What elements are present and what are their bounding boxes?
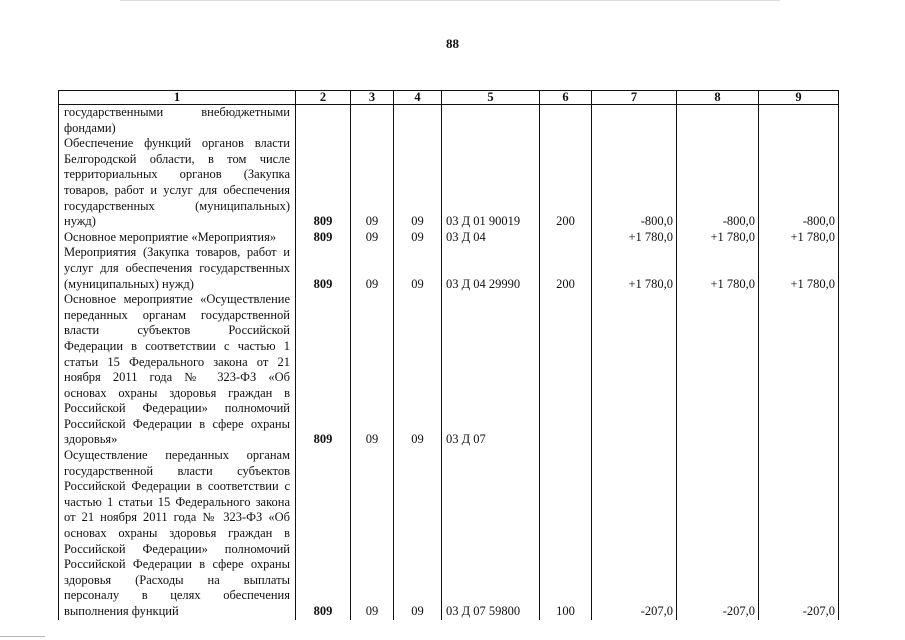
description-line: выполнения функций (64, 604, 179, 618)
col-header: 7 (592, 91, 677, 105)
expense-type-code: 200 (540, 105, 592, 230)
amount-col-7: -207,0 (592, 448, 677, 620)
subsection-code: 09 (394, 230, 442, 246)
row-description (59, 245, 296, 292)
amount-col-7 (592, 292, 677, 448)
col-header: 4 (394, 91, 442, 105)
description-line: товаров, работ и услуг для обеспечения (64, 182, 290, 197)
section-code: 09 (351, 292, 394, 448)
amount-col-9: -800,0 (759, 105, 839, 230)
target-article-code: 03 Д 07 59800 (442, 448, 540, 620)
description-line: Обеспечение функций органов власти (64, 136, 290, 151)
amount-col-8 (677, 292, 759, 448)
description-line: ноября 2011 года № 323-ФЗ «Об (64, 370, 290, 385)
amount-col-9: +1 780,0 (759, 245, 839, 292)
description-line: статьи 15 Федерального закона от 21 (64, 354, 290, 369)
description-line: Российской Федерации в сфере охраны (64, 557, 290, 572)
section-code: 09 (351, 448, 394, 620)
description-line: Осуществление переданных органам (64, 448, 290, 463)
description-line: здоровья (Расходы на выплаты (64, 572, 290, 587)
expense-type-code (540, 230, 592, 246)
ministry-code: 809 (296, 230, 351, 246)
target-article-code: 03 Д 04 (442, 230, 540, 246)
expense-type-code: 200 (540, 245, 592, 292)
ministry-code: 809 (296, 105, 351, 230)
expense-type-code: 100 (540, 448, 592, 620)
table-row (59, 230, 839, 246)
description-line: Российской Федерации» полномочий (64, 401, 290, 416)
section-code: 09 (351, 105, 394, 230)
ministry-code: 809 (296, 245, 351, 292)
amount-col-9: -207,0 (759, 448, 839, 620)
amount-col-9 (759, 292, 839, 448)
description-line: основах охраны здоровья граждан в (64, 526, 290, 541)
budget-table (58, 90, 839, 620)
col-header: 8 (677, 91, 759, 105)
row-description (59, 230, 296, 246)
description-line: Российской Федерации в соответствии с (64, 479, 290, 494)
col-header: 9 (759, 91, 839, 105)
row-description (59, 105, 296, 230)
section-code: 09 (351, 245, 394, 292)
description-line: (муниципальных) нужд) (64, 276, 194, 291)
table-body (59, 105, 839, 620)
amount-col-7: +1 780,0 (592, 245, 677, 292)
row-description (59, 448, 296, 620)
description-line: нужд) (64, 214, 96, 229)
page-number: 88 (446, 36, 459, 51)
col-header: 3 (351, 91, 394, 105)
table-row (59, 105, 839, 230)
description-line: государственной власти субъектов (64, 463, 290, 478)
table-row (59, 292, 839, 448)
description-line: государственных (муниципальных) (64, 198, 290, 213)
description-line: фондами) (64, 120, 116, 135)
row-description (59, 292, 296, 448)
col-header: 2 (296, 91, 351, 105)
col-header: 6 (540, 91, 592, 105)
description-line: здоровья» (64, 432, 118, 447)
amount-col-8: +1 780,0 (677, 230, 759, 246)
description-line: Федерации в соответствии с частью 1 (64, 338, 290, 353)
description-line: Мероприятия (Закупка товаров, работ и (64, 245, 290, 260)
description-line: Российской Федерации в сфере охраны (64, 416, 290, 431)
target-article-code: 03 Д 07 (442, 292, 540, 448)
table-row (59, 448, 839, 620)
amount-col-8: -207,0 (677, 448, 759, 620)
description-line: от 21 ноября 2011 года № 323-ФЗ «Об (64, 510, 290, 525)
subsection-code: 09 (394, 448, 442, 620)
subsection-code: 09 (394, 245, 442, 292)
description-line: Белгородской области, в том числе (64, 151, 290, 166)
description-line: Основное мероприятие «Осуществление (64, 292, 290, 307)
table-row (59, 245, 839, 292)
col-header: 1 (59, 91, 296, 105)
description-line: Российской Федерации» полномочий (64, 541, 290, 556)
amount-col-8: -800,0 (677, 105, 759, 230)
col-header: 5 (442, 91, 540, 105)
section-code: 09 (351, 230, 394, 246)
scan-artifact (0, 636, 45, 637)
description-line: персоналу в целях обеспечения (64, 588, 290, 603)
scan-artifact (120, 0, 780, 1)
description-line: власти субъектов Российской (64, 323, 290, 338)
ministry-code: 809 (296, 448, 351, 620)
amount-col-8: +1 780,0 (677, 245, 759, 292)
subsection-code: 09 (394, 105, 442, 230)
amount-col-9: +1 780,0 (759, 230, 839, 246)
subsection-code: 09 (394, 292, 442, 448)
expense-type-code (540, 292, 592, 448)
header-row (59, 91, 839, 105)
ministry-code: 809 (296, 292, 351, 448)
description-line: услуг для обеспечения государственных (64, 260, 290, 275)
target-article-code: 03 Д 01 90019 (442, 105, 540, 230)
description-line: переданных органам государственной (64, 307, 290, 322)
description-line: основах охраны здоровья граждан в (64, 385, 290, 400)
description-line: государственными внебюджетными (64, 105, 290, 119)
amount-col-7: -800,0 (592, 105, 677, 230)
description-line: Основное мероприятие «Мероприятия» (64, 229, 277, 244)
target-article-code: 03 Д 04 29990 (442, 245, 540, 292)
description-line: территориальных органов (Закупка (64, 167, 290, 182)
description-line: частью 1 статьи 15 Федерального закона (64, 494, 290, 509)
amount-col-7: +1 780,0 (592, 230, 677, 246)
